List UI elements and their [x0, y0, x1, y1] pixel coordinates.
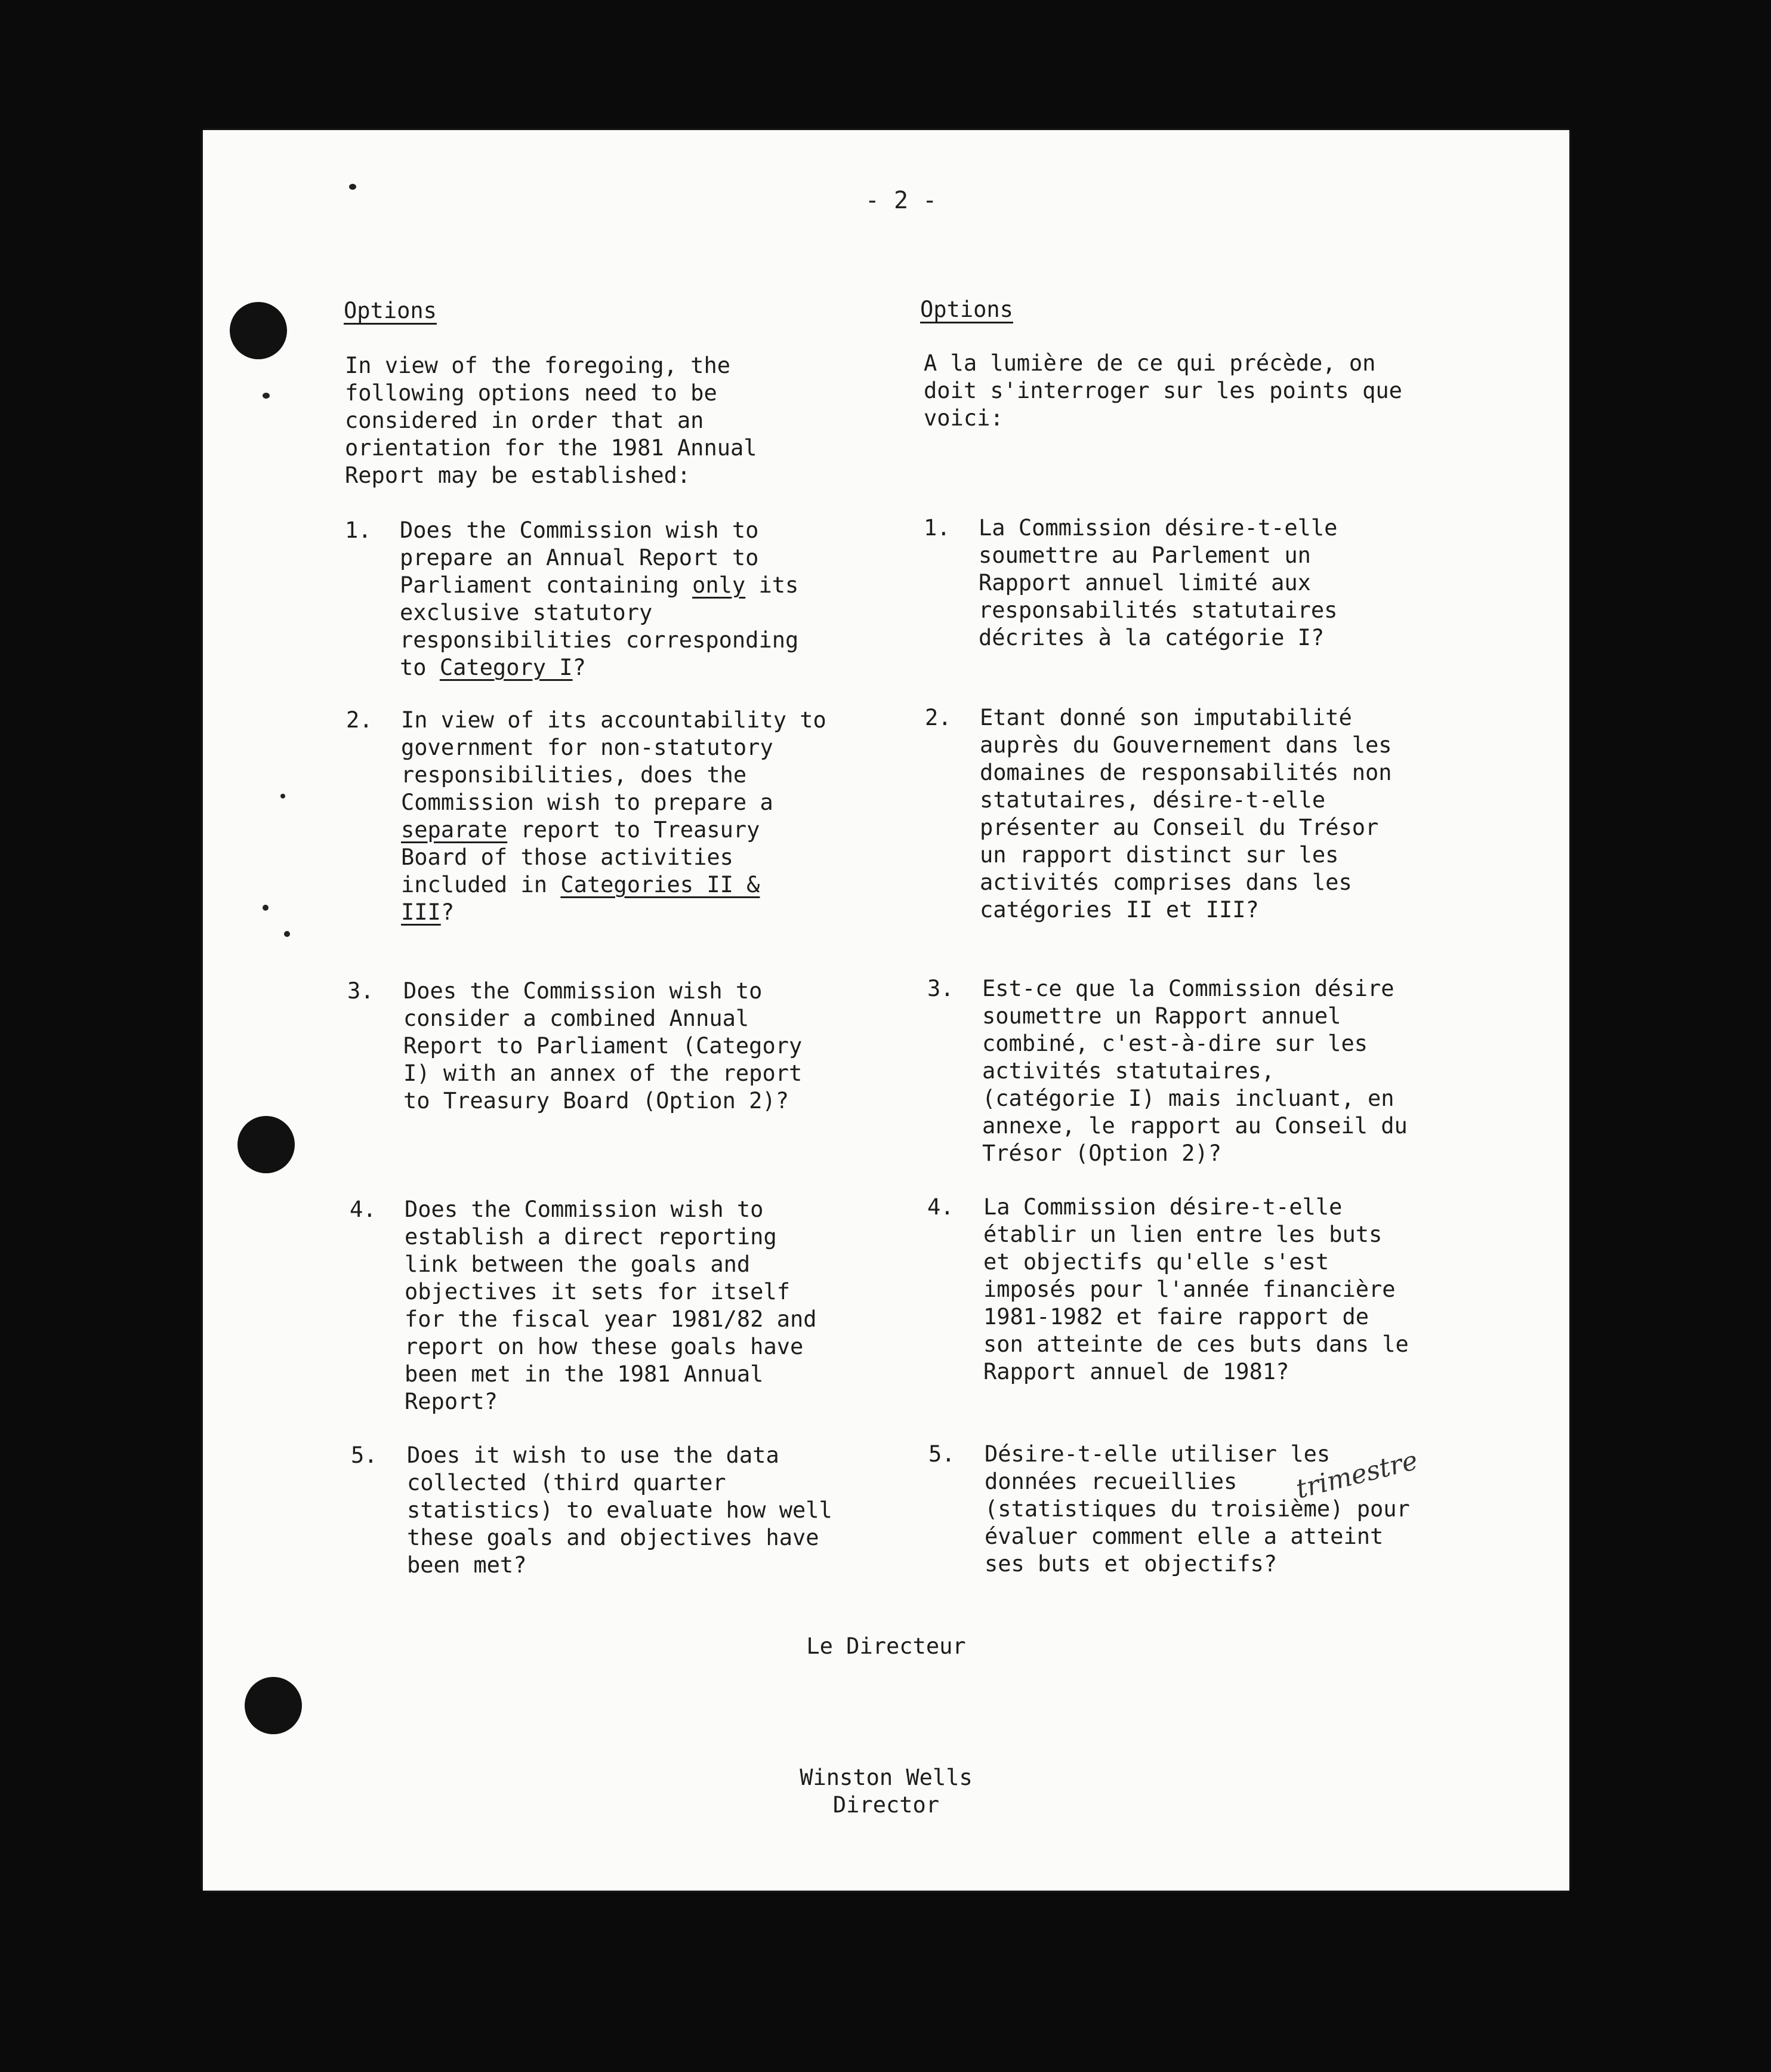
- page-number: - 2 -: [865, 187, 937, 214]
- binder-hole-middle: [237, 1116, 295, 1173]
- english-item-number: 1.: [345, 517, 372, 543]
- english-intro: In view of the foregoing, the following options need to be considered in order that an orientation for the 1981 Annual Report may be established:: [345, 353, 757, 488]
- english-item-1: Does the Commission wish to prepare an Annual Report to Parliament containing only its exclusive statutory responsibilities corresponding to Category I?: [400, 517, 799, 680]
- document-page: [203, 130, 1569, 1891]
- english-item-5: Does it wish to use the data collected (third quarter statistics) to evaluate how well these goals and objectives have been met?: [407, 1442, 832, 1578]
- french-item-4: La Commission désire-t-elle établir un lien entre les buts et objectifs qu'elle s'est imposés pour l'année financière 1981-1982 et faire rapport de son atteinte de ces buts dans le Rapport annuel de 1981?: [983, 1194, 1409, 1385]
- speck: [263, 393, 270, 399]
- french-intro: A la lumière de ce qui précède, on doit s'interroger sur les points que voici:: [924, 350, 1402, 431]
- english-item-number: 4.: [350, 1197, 377, 1222]
- english-item-3: Does the Commission wish to consider a combined Annual Report to Parliament (Category I) with an annex of the report to Treasury Board (Option 2)?: [403, 978, 803, 1114]
- binder-hole-bottom: [245, 1677, 302, 1734]
- speck: [280, 794, 285, 798]
- french-item-1: La Commission désire-t-elle soumettre au Parlement un Rapport annuel limité aux responsabilités statutaires décrites à la catégorie I?: [979, 515, 1338, 650]
- french-item-number: 4.: [927, 1194, 954, 1220]
- english-item-number: 5.: [351, 1442, 378, 1468]
- french-item-number: 1.: [924, 515, 951, 541]
- english-item-2: In view of its accountability to government for non-statutory responsibilities, does the Commission wish to prepare a separate report to Treasury Board of those activities included in Categories II & III?: [401, 707, 826, 925]
- french-heading: Options: [920, 297, 1013, 322]
- french-item-2: Etant donné son imputabilité auprès du Gouvernement dans les domaines de responsabilités non statutaires, désire-t-elle présenter au Conseil du Trésor un rapport distinct sur les activités comprises dans les catégories II et III?: [980, 705, 1392, 923]
- signature-title-en: Director: [832, 1792, 940, 1818]
- french-item-5: Désire-t-elle utiliser les données recueillies (statistiques du troisième) pour évaluer comment elle a atteint ses buts et objectifs?: [985, 1441, 1410, 1577]
- english-item-4: Does the Commission wish to establish a direct reporting link between the goals and objectives it sets for itself for the fiscal year 1981/82 and report on how these goals have been met in the 1981 Annual Report?: [405, 1197, 817, 1414]
- signature-title-fr: Le Directeur: [806, 1633, 966, 1659]
- french-item-number: 2.: [925, 705, 952, 730]
- speck: [263, 905, 269, 911]
- french-item-number: 3.: [927, 976, 954, 1001]
- english-item-number: 2.: [346, 707, 373, 733]
- handwritten-annotation: trimestre: [1292, 1445, 1421, 1505]
- binder-hole-top: [230, 302, 287, 359]
- speck: [349, 184, 356, 190]
- speck: [284, 931, 290, 937]
- french-item-3: Est-ce que la Commission désire soumettre un Rapport annuel combiné, c'est-à-dire sur les activités statutaires, (catégorie I) mais incluant, en annexe, le rapport au Conseil du Trésor (Option 2)?: [982, 976, 1408, 1166]
- english-item-number: 3.: [347, 978, 374, 1004]
- english-heading: Options: [344, 298, 437, 323]
- signature-name: Winston Wells: [800, 1765, 973, 1790]
- french-item-number: 5.: [928, 1441, 955, 1467]
